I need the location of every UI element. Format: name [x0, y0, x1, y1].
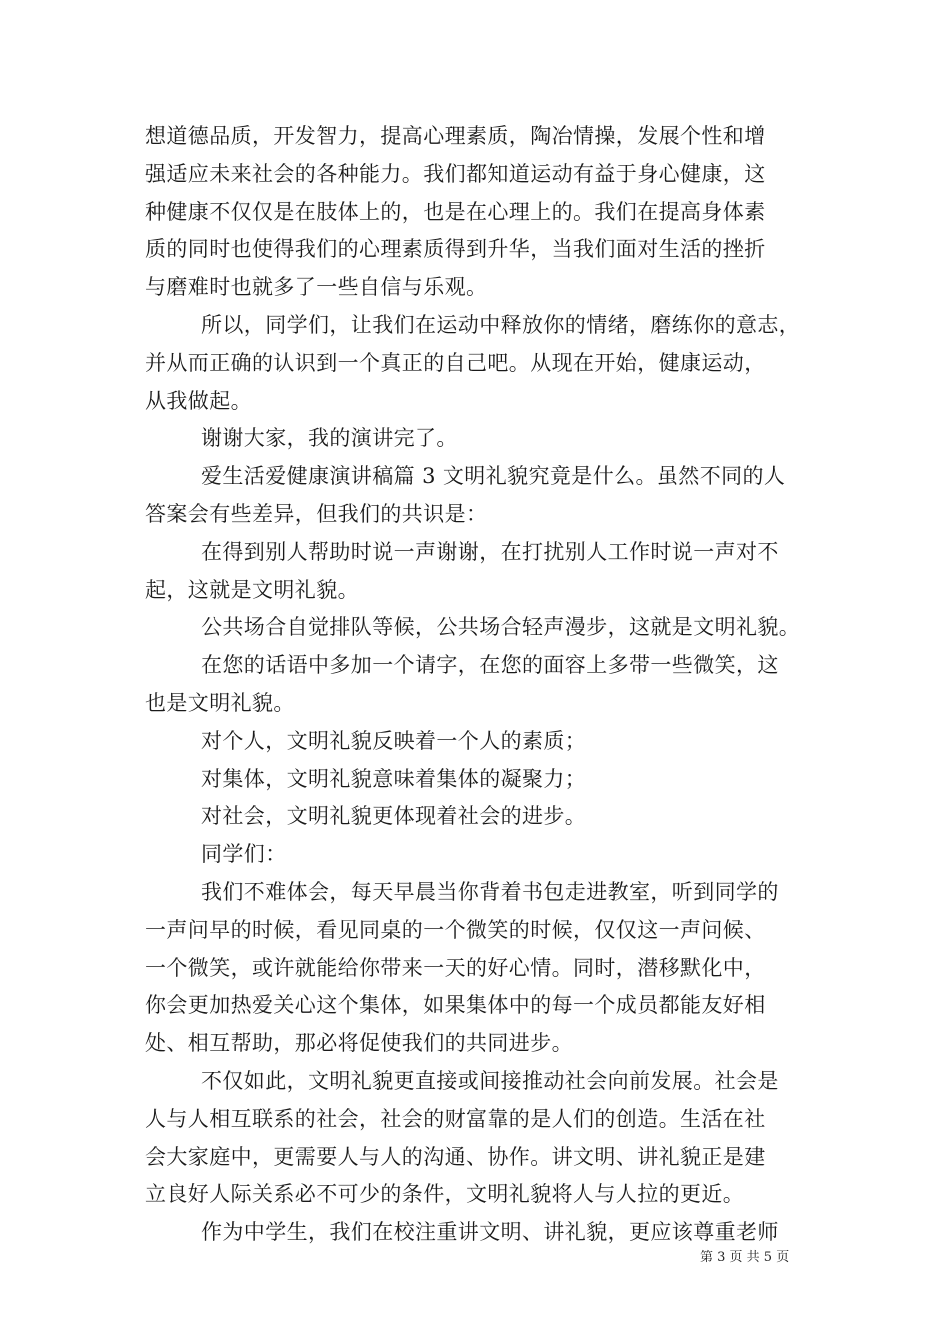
text-line: 爱生活爱健康演讲稿篇 3 文明礼貌究竟是什么。虽然不同的人: [201, 464, 786, 489]
text-line: 人与人相互联系的社会，社会的财富靠的是人们的创造。生活在社: [145, 1106, 766, 1131]
page-number-footer: 第 3 页 共 5 页: [700, 1250, 790, 1265]
text-line: 你会更加热爱关心这个集体，如果集体中的每一个成员都能友好相: [145, 993, 766, 1018]
text-line: 会大家庭中，更需要人与人的沟通、协作。讲文明、讲礼貌正是建: [145, 1144, 766, 1169]
text-line: 在得到别人帮助时说一声谢谢，在打扰别人工作时说一声对不: [201, 539, 779, 564]
text-line: 作为中学生，我们在校注重讲文明、讲礼貌，更应该尊重老师: [201, 1220, 779, 1245]
text-line: 强适应未来社会的各种能力。我们都知道运动有益于身心健康，这: [145, 161, 766, 186]
text-line: 在您的话语中多加一个请字，在您的面容上多带一些微笑，这: [201, 653, 779, 678]
document-body: [145, 118, 810, 1252]
text-line: 一声问早的时候，看见同桌的一个微笑的时候，仅仅这一声问候、: [145, 917, 766, 942]
text-line: 种健康不仅仅是在肢体上的，也是在心理上的。我们在提高身体素: [145, 199, 766, 224]
text-line: 我们不难体会，每天早晨当你背着书包走进教室，听到同学的: [201, 879, 779, 904]
text-line: 与磨难时也就多了一些自信与乐观。: [145, 275, 488, 300]
text-line: 对社会，文明礼貌更体现着社会的进步。: [201, 804, 587, 829]
text-line: 也是文明礼貌。: [145, 690, 295, 715]
text-line: 并从而正确的认识到一个真正的自己吧。从现在开始，健康运动，: [145, 350, 766, 375]
text-line: 立良好人际关系必不可少的条件，文明礼貌将人与人拉的更近。: [145, 1182, 745, 1207]
text-line: 对集体，文明礼貌意味着集体的凝聚力；: [201, 766, 587, 791]
text-line: 质的同时也使得我们的心理素质得到升华，当我们面对生活的挫折: [145, 237, 766, 262]
text-line: 公共场合自觉排队等候，公共场合轻声漫步，这就是文明礼貌。: [201, 615, 801, 640]
text-line: 一个微笑，或许就能给你带来一天的好心情。同时，潜移默化中，: [145, 955, 766, 980]
text-line: 想道德品质，开发智力，提高心理素质，陶冶情操，发展个性和增: [145, 124, 766, 148]
text-line: 所以，同学们，让我们在运动中释放你的情绪，磨练你的意志，: [201, 312, 801, 337]
text-line: 谢谢大家，我的演讲完了。: [201, 426, 458, 451]
text-line: 从我做起。: [145, 388, 252, 413]
text-line: 对个人，文明礼貌反映着一个人的素质；: [201, 728, 587, 753]
text-line: 答案会有些差异，但我们的共识是：: [145, 501, 488, 526]
text-line: 不仅如此，文明礼貌更直接或间接推动社会向前发展。社会是: [201, 1068, 779, 1093]
text-line: 起，这就是文明礼貌。: [145, 577, 359, 602]
text-line: 同学们：: [201, 842, 287, 867]
text-line: 处、相互帮助，那必将促使我们的共同进步。: [145, 1031, 573, 1056]
